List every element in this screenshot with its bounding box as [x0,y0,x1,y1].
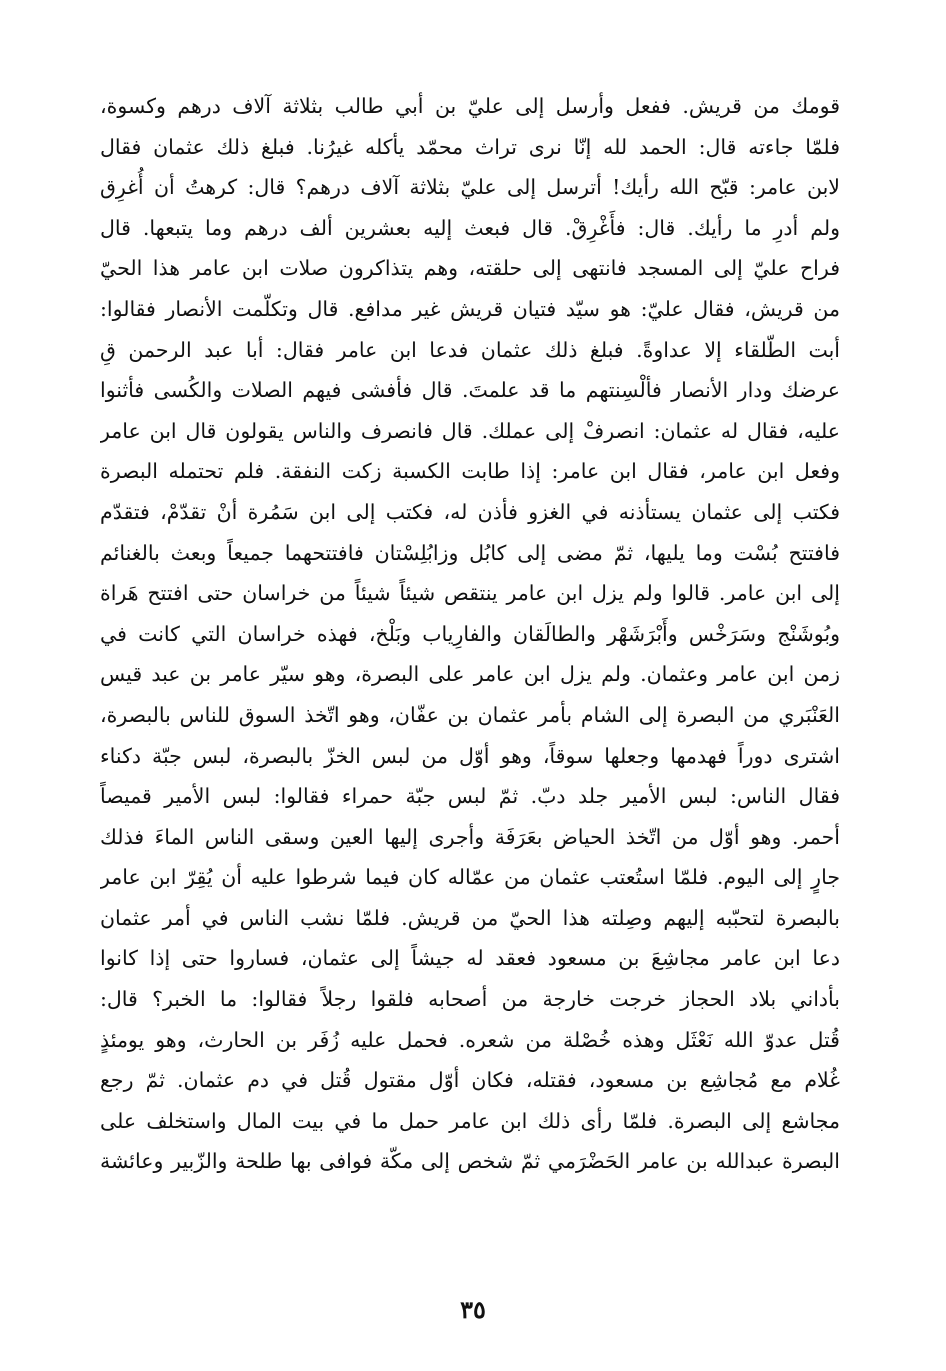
text-line: العَنْبَري من البصرة إلى الشام بأمر عثمان بن عفّان، وهو اتّخذ السوق للناس بالبصرة، [100,702,840,727]
text-line: قُتل عدوّ الله نَعْثَل وهذه خُصْلة من شعره. فحمل عليه زُفَر بن الحارث، وهو يومئذٍ [100,1027,840,1052]
text-line: ولم أدرِ ما رأيك. قال: فأَغْرِقْ. قال فبعث إليه بعشرين ألف درهم وما يتبعها. قال [100,215,840,240]
text-line: إلى ابن عامر. قالوا ولم يزل ابن عامر ينتقص شيئاً شيئاً من خراسان حتى افتتح هَراة [100,581,840,606]
text-line: مجاشع إلى البصرة. فلمّا رأى ذلك ابن عامر حمل ما في بيت المال واستخلف على [100,1108,840,1133]
text-line: دعا ابن عامر مجاشِعَ بن مسعود فعقد له جيشاً إلى عثمان، فساروا حتى إذا كانوا [100,946,840,971]
text-line: البصرة عبدالله بن عامر الحَضْرَمي ثمّ شخص إلى مكّة فوافى بها طلحة والزّبير وعائشة [100,1149,840,1174]
text-line: زمن ابن عامر وعثمان. ولم يزل ابن عامر على البصرة، وهو سيّر عامر بن عبد قيس [100,662,840,687]
text-line: غُلام مع مُجاشِع بن مسعود، فقتله، فكان أوّل مقتول قُتل في دم عثمان. ثمّ رجع [100,1068,840,1093]
body-text [100,86,840,1182]
text-line: وبُوشَنْج وسَرَخْس وأَبْرَشَهْر والطالَقان والفارِياب وبَلْخ، فهذه خراسان التي كانت في [100,621,840,646]
text-line: أحمر. وهو أوّل من اتّخذ الحياض بعَرَفَة وأجرى إليها العين وسقى الناس الماءَ فذلك [100,824,840,849]
text-line: فراح عليّ إلى المسجد فانتهى إلى حلقته، وهم يتذاكرون صلات ابن عامر هذا الحيّ [100,256,840,281]
text-line: فقال الناس: لبس الأمير جلد دبّ. ثمّ لبس جبّة حمراء فقالوا: لبس الأمير قميصاً [100,784,840,809]
text-line: عليه، فقال له عثمان: انصرفْ إلى عملك. قال فانصرف والناس يقولون قال ابن عامر [100,418,840,443]
text-line: أبت الطّلقاء إلا عداوةً. فبلغ ذلك عثمان فدعا ابن عامر فقال: أبا عبد الرحمن قِ [100,337,840,362]
text-line: من قريش، فقال عليّ: هو سيّد فتيان قريش غير مدافع. قال وتكلّمت الأنصار فقالوا: [100,296,840,321]
text-line: بالبصرة لتحبّبه إليهم وصِلته هذا الحيّ من قريش. فلمّا نشب الناس في أمر عثمان [100,905,840,930]
text-line: عرضك ودار الأنصار فألْسِنتهم ما قد علمتَ. قال فأفشى فيهم الصلات والكُسى فأثنوا [100,378,840,403]
text-line: بأداني بلاد الحجاز خرجت خارجة من أصحابه فلقوا رجلاً فقالوا: ما الخبر؟ قال: [100,987,840,1012]
text-line: قومك من قريش. ففعل وأرسل إلى عليّ بن أبي طالب بثلاثة آلاف درهم وكسوة، [100,94,840,118]
text-line: جارٍ إلى اليوم. فلمّا استُعتب عثمان من عمّاله كان فيما شرطوا عليه أن يُقِرّ ابن عامر [100,865,840,890]
text-line: فافتتح بُسْت وما يليها، ثمّ مضى إلى كابُل وزابُلِسْتان فافتتحهما جميعاً وبعث بالغنائم [100,540,840,565]
text-line: اشترى دوراً فهدمها وجعلها سوقاً، وهو أوّل من لبس الخزّ بالبصرة، لبس جبّة دكناء [100,743,840,768]
text-line: فلمّا جاءته قال: الحمد لله إنّا نرى تراث محمّد يأكله غيرُنا. فبلغ ذلك عثمان فقال [100,134,840,159]
page-number: ٣٥ [460,1295,486,1324]
text-line: وفعل ابن عامر، فقال ابن عامر: إذا طابت الكسبة زكت النفقة. فلم تحتمله البصرة [100,459,840,484]
text-line: فكتب إلى عثمان يستأذنه في الغزو فأذن له، فكتب إلى ابن سَمُرة أنْ تقدّمْ، فتقدّم [100,499,840,524]
text-line: لابن عامر: قبّح الله رأيك! أترسل إلى عليّ بثلاثة آلاف درهم؟ قال: كرهتُ أن أُغرِق [100,175,840,200]
